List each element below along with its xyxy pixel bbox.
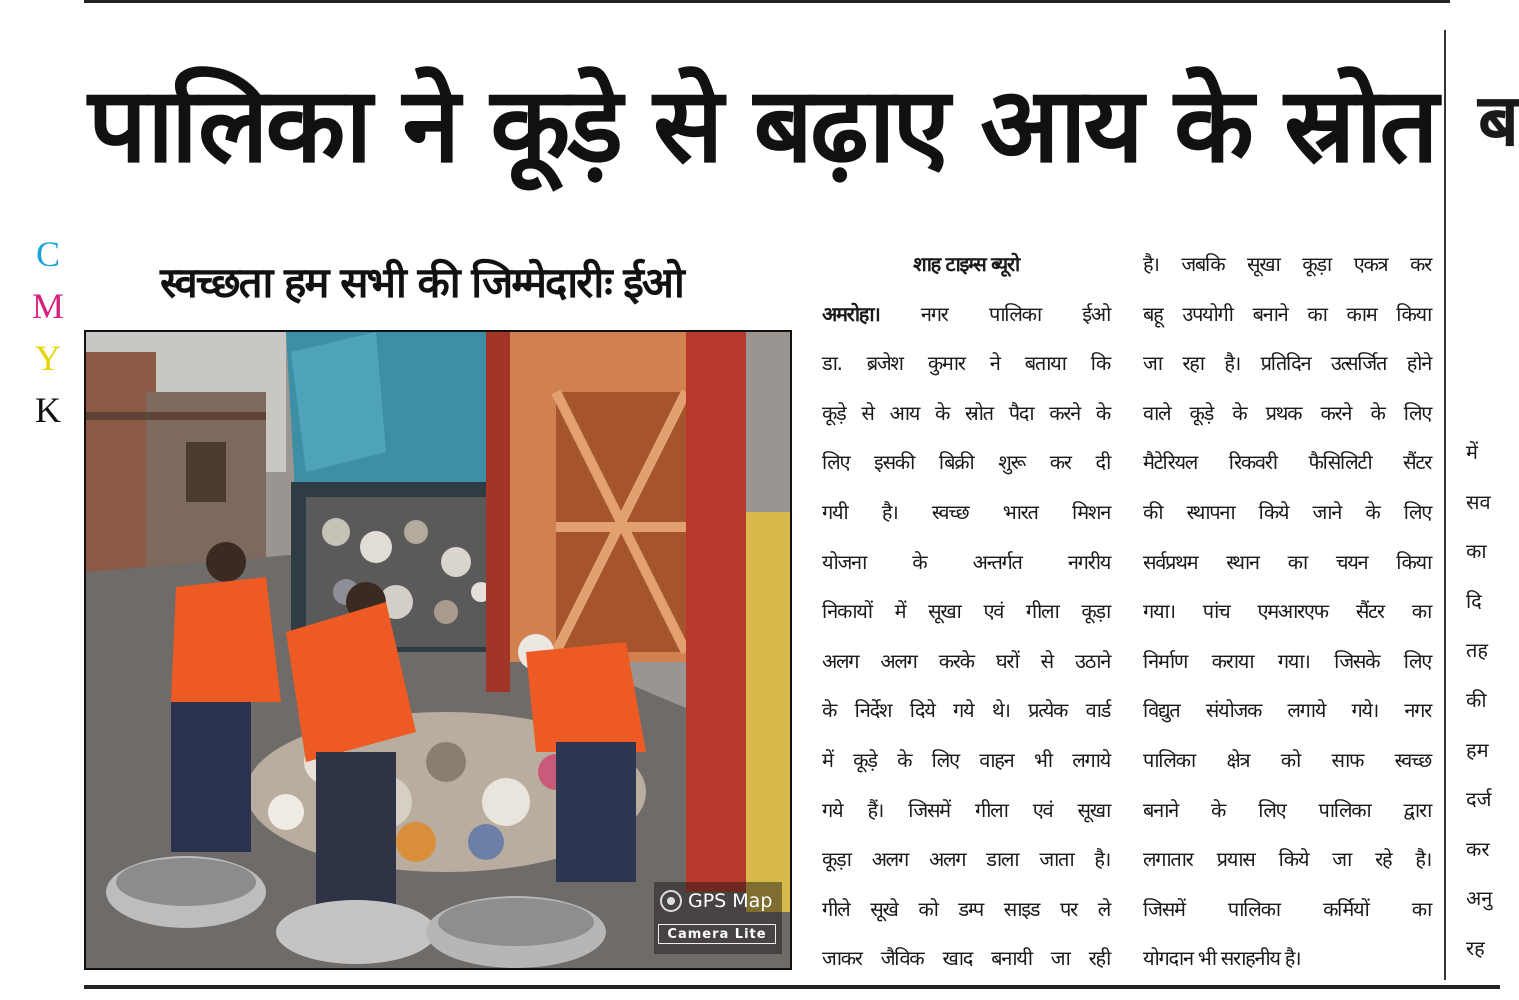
edge-line: दर्ज: [1466, 787, 1492, 812]
next-story-headline-fragment: ब: [1478, 78, 1519, 162]
article-line: वाले कूड़े के प्रथक करने के लिए: [1143, 400, 1431, 425]
article-line: योगदान भी सराहनीय है।: [1143, 946, 1301, 971]
edge-line: दि: [1466, 588, 1482, 613]
article-line: अलग अलग करके घरों से उठाने: [822, 648, 1110, 673]
article-line: जिसमें पालिका कर्मियों का: [1143, 896, 1431, 921]
article-line: के निर्देश दिये गये थे। प्रत्येक वार्ड: [822, 698, 1110, 723]
article-line: कूड़े से आय के स्रोत पैदा करने के: [822, 400, 1110, 425]
edge-line: अनु: [1466, 886, 1493, 911]
article-line: गीले सूखे को डम्प साइड पर ले: [822, 896, 1110, 921]
gps-camera-icon: [660, 890, 682, 912]
edge-line: की: [1466, 687, 1487, 712]
top-rule: [84, 0, 1450, 3]
edge-line: रह: [1466, 935, 1485, 960]
gps-title: GPS Map: [688, 890, 773, 912]
article-line: सर्वप्रथम स्थान का चयन किया: [1143, 549, 1431, 574]
byline: शाह टाइम्स ब्यूरो: [913, 252, 1019, 276]
article-line: मैटेरियल रिकवरी फैसिलिटी सैंटर: [1143, 450, 1431, 475]
article-line: विद्युत संयोजक लगाये गये। नगर: [1143, 698, 1431, 723]
article-line: निकायों में सूखा एवं गीला कूड़ा: [822, 599, 1110, 624]
cmyk-m: M: [31, 286, 64, 326]
article-line: पालिका क्षेत्र को साफ स्वच्छ: [1143, 747, 1431, 772]
edge-line: में: [1466, 440, 1478, 464]
article-column-2: [1143, 240, 1431, 984]
article-line: है। जबकि सूखा कूड़ा एकत्र कर: [1143, 252, 1431, 276]
edge-line: कर: [1466, 836, 1490, 861]
article-line: निर्माण कराया गया। जिसके लिए: [1143, 648, 1431, 673]
article-line: लगातार प्रयास किये जा रहे है।: [1143, 847, 1431, 872]
cmyk-registration-marks: [28, 228, 68, 436]
headline: पालिका ने कूड़े से बढ़ाए आय के स्रोत: [88, 64, 1436, 186]
cmyk-k: K: [35, 390, 61, 430]
edge-line: का: [1466, 539, 1487, 564]
cmyk-y: Y: [35, 338, 61, 378]
article-line: गये हैं। जिसमें गीला एवं सूखा: [822, 797, 1110, 822]
news-photo: [84, 330, 792, 970]
next-story-column-fragment: [1466, 428, 1500, 974]
gps-subtitle: Camera Lite: [658, 924, 776, 944]
edge-line: हम: [1466, 737, 1489, 762]
article-line: बहू उपयोगी बनाने का काम किया: [1143, 301, 1431, 326]
article-line: योजना के अन्तर्गत नगरीय: [822, 549, 1110, 574]
article-line: बनाने के लिए पालिका द्वारा: [1143, 797, 1431, 822]
column-divider: [1444, 30, 1446, 980]
article-column-1: [822, 240, 1110, 984]
article-line: डा. ब्रजेश कुमार ने बताया कि: [822, 351, 1110, 376]
article-line: जाकर जैविक खाद बनायी जा रही: [822, 946, 1110, 971]
edge-line: तह: [1466, 638, 1489, 663]
article-line: गयी है। स्वच्छ भारत मिशन: [822, 499, 1110, 524]
article-line: में कूड़े के लिए वाहन भी लगाये: [822, 747, 1110, 772]
article-line: नगर पालिका ईओ: [879, 301, 1110, 326]
subheadline: स्वच्छता हम सभी की जिम्मेदारीः ईओ: [160, 258, 683, 307]
gps-map-watermark: [654, 882, 782, 954]
photo-waste-segregation-icon: [86, 332, 790, 968]
article-line: जा रहा है। प्रतिदिन उत्सर्जित होने: [1143, 351, 1431, 376]
bottom-rule: [84, 985, 1500, 989]
edge-line: सव: [1466, 489, 1491, 514]
article-line: की स्थापना किये जाने के लिए: [1143, 499, 1431, 524]
cmyk-c: C: [35, 234, 60, 274]
dateline: अमरोहा।: [822, 301, 880, 326]
article-first-line: [822, 290, 1110, 340]
article-line: गया। पांच एमआरएफ सैंटर का: [1143, 599, 1431, 624]
article-line: कूड़ा अलग अलग डाला जाता है।: [822, 847, 1110, 872]
article-line: लिए इसकी बिक्री शुरू कर दी: [822, 450, 1110, 475]
